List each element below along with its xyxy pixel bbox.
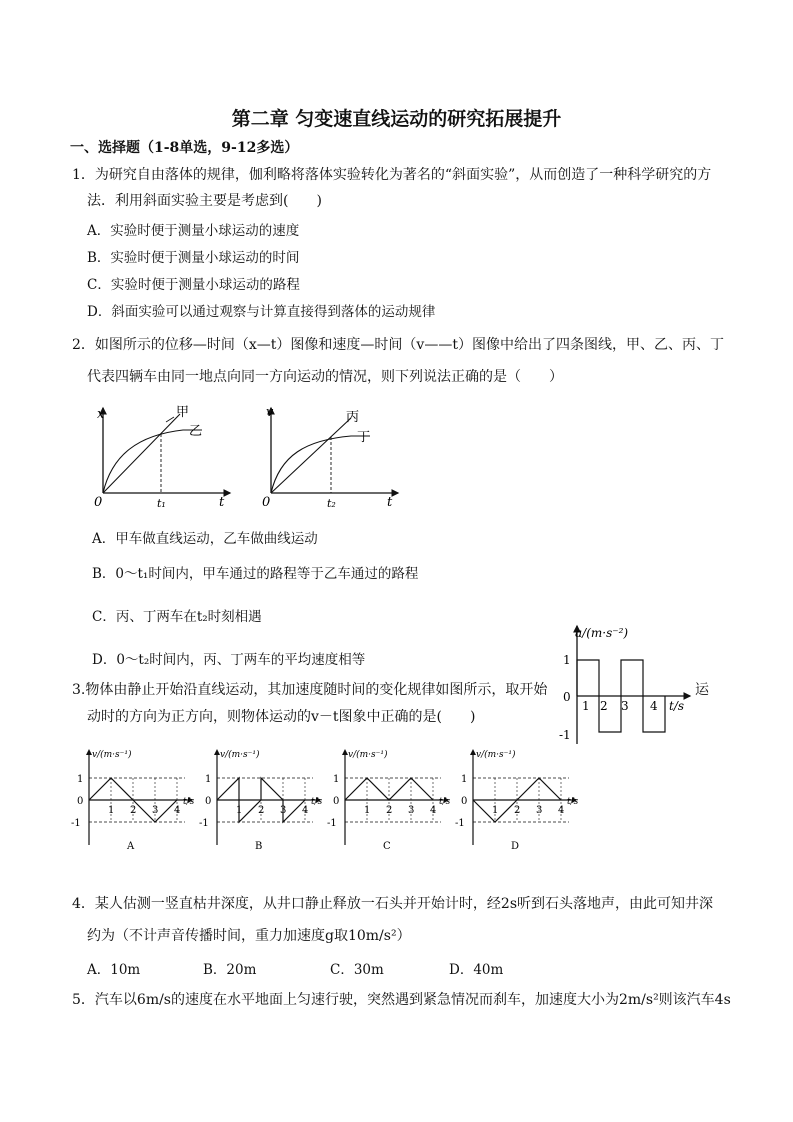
y-tick-1: 1 [205,774,212,785]
velocity-line [345,778,433,800]
x-tick-4: 4 [650,699,658,713]
option-c: C．实验时便于测量小球运动的路程 [87,277,300,293]
y-tick-1: 1 [77,774,84,785]
option-a: A．甲车做直线运动，乙车做曲线运动 [92,531,318,547]
at-graph [555,622,695,747]
label-jia: 甲 [176,405,190,420]
axis-label-t: t/s [669,699,685,713]
y-tick-neg1: -1 [559,728,571,742]
vt-option-graph [454,745,579,853]
option-b: B．0～t₁时间内，甲车通过的路程等于乙车通过的路程 [92,566,419,582]
question-text: 动时的方向为正方向，则物体运动的v－t图象中正确的是( ) [87,709,476,725]
y-tick-neg1: -1 [327,818,337,829]
origin-label: 0 [94,495,103,510]
x-tick: 4 [302,805,309,816]
graph-label: B [255,841,263,852]
x-tick: 3 [152,805,159,816]
axis-label-t: t/s [567,797,579,807]
x-tick: 2 [258,805,265,816]
axis-label-t: t/s [311,797,323,807]
axis-label-a: a/(m·s⁻²) [575,626,629,640]
line-jia [103,414,180,493]
option-d: D．斜面实验可以通过观察与计算直接得到落体的运动规律 [87,304,436,320]
option-b: B．20m [203,962,257,978]
axis-label-v: v [266,405,274,420]
origin-label: 0 [262,495,271,510]
tick-t2: t₂ [327,497,336,510]
y-tick-0: 0 [333,796,340,807]
y-tick-1: 1 [461,774,468,785]
question-text: 1．为研究自由落体的规律，伽利略将落体实验转化为著名的“斜面实验”，从而创造了一种科学研究的方 [72,167,712,183]
x-tick: 1 [236,805,243,816]
question-text: 4．某人估测一竖直枯井深度，从井口静止释放一石头并开始计时，经2s听到石头落地声，由此可知井深 [72,896,713,912]
x-tick: 2 [130,805,137,816]
x-tick-1: 1 [582,699,590,713]
graph-label: A [127,841,135,852]
x-tick: 4 [174,805,181,816]
x-tick: 4 [430,805,437,816]
option-a: A．实验时便于测量小球运动的速度 [87,223,300,239]
xt-graph [90,400,240,510]
y-tick-neg1: -1 [455,818,465,829]
x-tick: 3 [408,805,415,816]
question-text: 2．如图所示的位移—时间（x—t）图像和速度—时间（v——t）图像中给出了四条图线，甲、乙、丙、丁 [72,337,724,353]
label-yi: 乙 [189,424,203,439]
y-tick-1: 1 [563,653,571,667]
label-bing: 丙 [346,410,360,425]
axis-label-v: v/(m·s⁻¹) [220,750,260,760]
page-title: 第二章 匀变速直线运动的研究拓展提升 [231,108,562,130]
option-c: C．丙、丁两车在t₂时刻相遇 [92,609,262,625]
x-tick: 1 [364,805,371,816]
vt-option-graph [70,745,195,853]
y-tick-neg1: -1 [71,818,81,829]
option-a: A．10m [87,962,141,978]
x-tick: 4 [558,805,565,816]
y-tick-0: 0 [563,690,571,704]
axis-label-v: v/(m·s⁻¹) [476,750,516,760]
vt-option-graph [326,745,451,853]
curve-ding [271,436,370,493]
question-text: 约为（不计声音传播时间，重力加速度g取10m/s²） [87,928,411,944]
label-ding: 丁 [357,430,371,445]
x-tick: 2 [386,805,393,816]
question-text: 3.物体由静止开始沿直线运动，其加速度随时间的变化规律如图所示，取开始 [72,682,548,698]
axis-label-x: x [97,407,105,422]
y-tick-0: 0 [77,796,84,807]
option-d: D．0～t₂时间内，丙、丁两车的平均速度相等 [92,652,366,668]
axis-label-t: t/s [183,797,195,807]
vt-option-graph [198,745,323,853]
y-tick-1: 1 [333,774,340,785]
tick-t1: t₁ [157,497,166,510]
x-tick: 3 [280,805,287,816]
option-d: D．40m [449,962,504,978]
option-c: C．30m [330,962,384,978]
question-text: 代表四辆车由同一地点向同一方向运动的情况，则下列说法正确的是（ ） [87,369,563,385]
question-text: 5．汽车以6m/s的速度在水平地面上匀速行驶，突然遇到紧急情况而刹车，加速度大小为2m/s²则该汽车4s [72,992,731,1008]
y-tick-neg1: -1 [199,818,209,829]
question-text-tail: 运 [695,682,709,698]
axis-label-v: v/(m·s⁻¹) [348,750,388,760]
y-tick-0: 0 [461,796,468,807]
y-tick-0: 0 [205,796,212,807]
x-tick: 1 [108,805,115,816]
x-tick: 1 [492,805,499,816]
curve-yi [103,430,202,493]
axis-label-v: v/(m·s⁻¹) [92,750,132,760]
graph-label: D [511,841,520,852]
x-tick-2: 2 [600,699,608,713]
axis-label-t: t [387,495,393,510]
x-tick-3: 3 [621,699,629,713]
axis-label-t: t [219,495,225,510]
line-bing [271,418,351,493]
x-tick: 3 [536,805,543,816]
axis-label-t: t/s [439,797,451,807]
section-heading: 一、选择题（1-8单选，9-12多选） [70,140,299,156]
vt-graph [258,400,408,510]
graph-label: C [383,841,391,852]
option-b: B．实验时便于测量小球运动的时间 [87,250,300,266]
x-tick: 2 [514,805,521,816]
question-text: 法．利用斜面实验主要是考虑到( ) [87,193,322,209]
